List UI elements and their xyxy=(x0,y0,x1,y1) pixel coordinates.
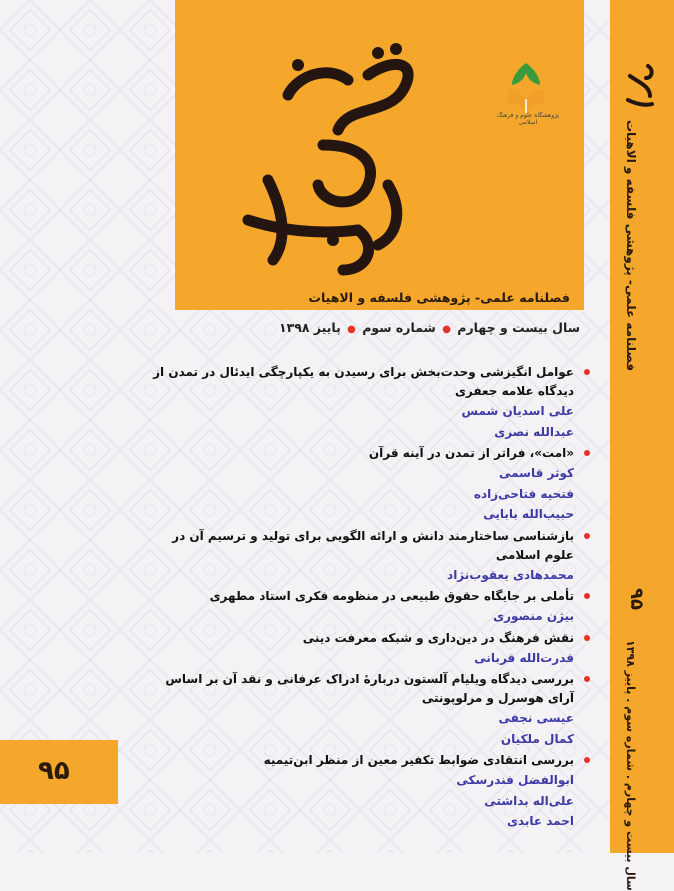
journal-title-calligraphy xyxy=(228,35,448,285)
article-author: عیسی نجفی xyxy=(498,711,574,725)
toc-item xyxy=(150,670,592,749)
article-author: عبدالله نصری xyxy=(494,424,574,439)
bullet-icon xyxy=(584,369,590,375)
article-author: علی اسدیان شمس xyxy=(461,404,574,418)
issue-number-label: ۹۵ xyxy=(38,756,70,786)
article-author: ابوالفضل فندرسکی xyxy=(456,773,574,787)
article-title: بررسی دیدگاه ویلیام آلستون دربارهٔ ادراک عرفانی و نقد آن بر اساس آرای هوسرل و مرلوپونتی xyxy=(165,672,574,705)
article-author: بیژن منصوری xyxy=(493,609,574,623)
bullet-icon xyxy=(584,635,590,641)
article-title: تأملی بر جایگاه حقوق طبیعی در منظومه فکری استاد مطهری xyxy=(209,589,574,603)
spine-issue-text: سال بیست و چهارم . شماره سوم . پاییز ۱۳۹۸ xyxy=(624,640,637,891)
article-title: نقش فرهنگ در دین‌داری و شبکه معرفت دینی xyxy=(302,630,574,645)
article-author: حبیب‌الله بابایی xyxy=(483,507,574,521)
table-of-contents xyxy=(150,363,592,834)
book-spine xyxy=(610,0,674,853)
bullet-icon xyxy=(584,676,590,682)
issue-season: پاییز ۱۳۹۸ xyxy=(278,320,341,335)
toc-item xyxy=(150,629,592,669)
institute-logo xyxy=(500,55,552,120)
article-author: قدرت‌الله قربانی xyxy=(474,650,574,665)
bullet-icon xyxy=(584,450,590,456)
article-title: بازشناسی ساختارمند دانش و ارائه الگویی برای تولید و ترسیم آن در علوم اسلامی xyxy=(172,528,574,562)
issue-number-box xyxy=(0,740,118,804)
journal-subtitle: فصلنامه علمی- پژوهشی فلسفه و الاهیات xyxy=(308,290,570,305)
article-title: عوامل انگیزشی وحدت‌بخش برای رسیدن به یکپارچگی ایدئال در تمدن از دیدگاه علامه جعفری xyxy=(153,365,574,398)
bullet-icon xyxy=(584,593,590,599)
article-author: علی‌اله بداشتی xyxy=(484,793,574,808)
spine-number: ۹۵ xyxy=(626,588,647,610)
article-author: کوثر قاسمی xyxy=(499,466,574,480)
issue-number: شماره سوم xyxy=(362,320,436,335)
article-title: بررسی انتقادی ضوابط تکفیر معین از منظر ابن‌تیمیه xyxy=(263,753,574,767)
article-author: محمدهادی یعقوب‌نژاد xyxy=(447,567,574,582)
article-author: احمد عابدی xyxy=(506,814,574,828)
toc-item xyxy=(150,527,592,586)
toc-item xyxy=(150,587,592,627)
spine-title-calligraphy xyxy=(620,60,660,115)
article-author: فتحیه فتاحی‌زاده xyxy=(473,486,574,501)
bullet-icon xyxy=(584,533,590,539)
spine-subtitle: فصلنامه علمی- پژوهشی فلسفه و الاهیات xyxy=(624,120,638,372)
toc-item xyxy=(150,751,592,832)
toc-item xyxy=(150,444,592,525)
logo-caption: پژوهشگاه علوم و فرهنگ اسلامی xyxy=(496,112,560,126)
toc-item xyxy=(150,363,592,442)
bullet-icon: ● xyxy=(442,324,451,335)
article-title: «امت»، فراتر از تمدن در آینه قرآن xyxy=(368,446,574,460)
bullet-icon xyxy=(584,757,590,763)
article-author: کمال ملکیان xyxy=(500,731,574,746)
issue-year: سال بیست و چهارم xyxy=(457,320,580,335)
bullet-icon: ● xyxy=(347,324,356,335)
issue-line xyxy=(250,320,580,335)
